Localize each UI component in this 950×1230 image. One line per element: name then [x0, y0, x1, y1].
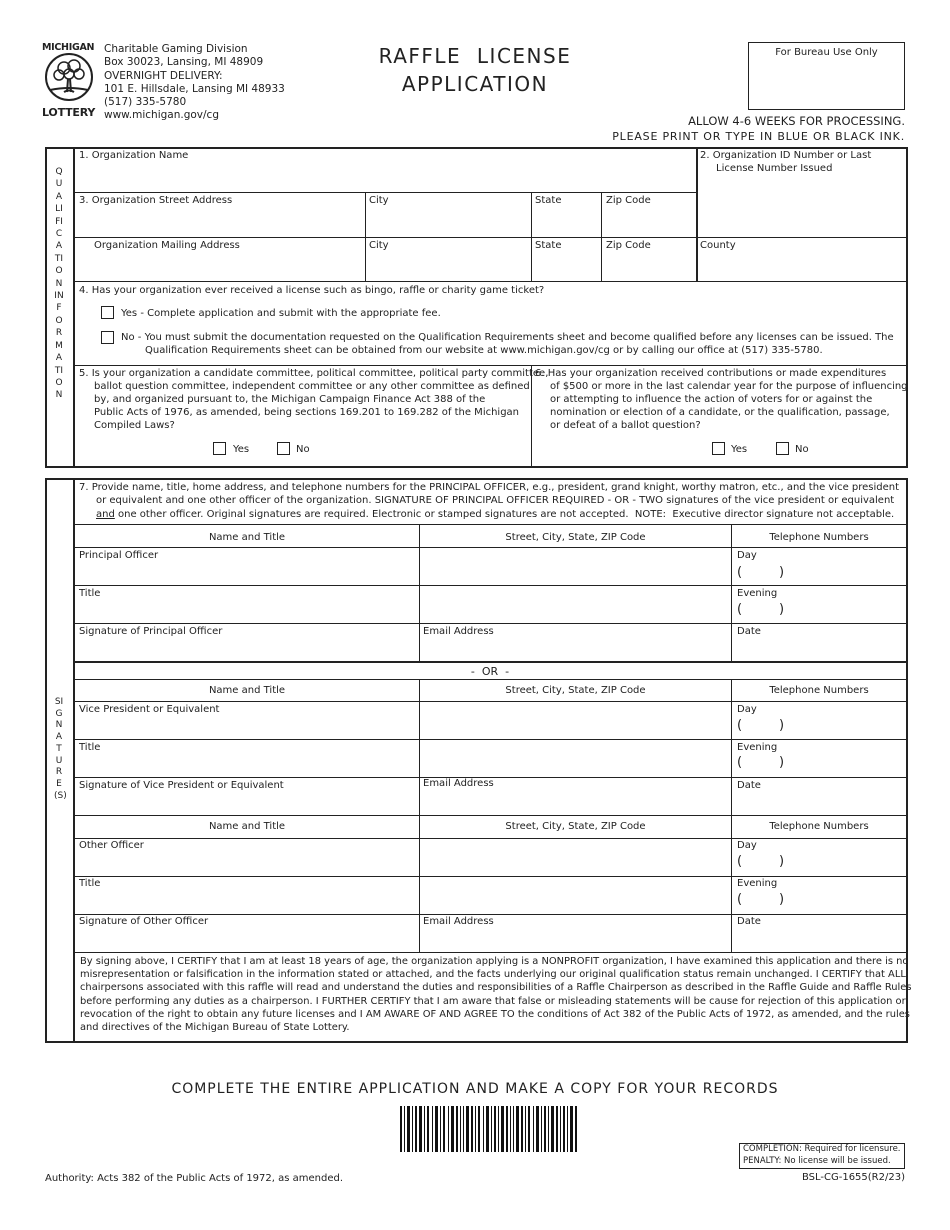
- principal-day-paren-close: ): [779, 565, 785, 580]
- col-line: [419, 524, 420, 661]
- question-5: [79, 367, 548, 432]
- q5-line: ballot question committee, independent committee or any other committee as defined: [94, 381, 530, 392]
- mailing-zip-field[interactable]: [603, 253, 694, 280]
- vice-day-label: Day: [737, 704, 757, 715]
- principal-officer-label: Principal Officer: [79, 550, 159, 561]
- q5-no-label: No: [296, 444, 310, 455]
- vice-email-field[interactable]: [421, 793, 730, 814]
- completion-box: [739, 1143, 905, 1169]
- org-name-label: 1. Organization Name: [79, 150, 189, 161]
- bureau-use-box: [748, 42, 905, 110]
- col-header-name: Name and Title: [208, 532, 286, 543]
- row-line: [75, 815, 906, 816]
- principal-signature-field[interactable]: [76, 639, 418, 660]
- certify-line: By signing above, I CERTIFY that I am at least 18 years of age, the organization applying is a NONPROFIT organization, I have examined this application and there is no: [80, 956, 909, 967]
- q5-yes-label: Yes: [233, 444, 250, 455]
- other-day-paren-open: (: [737, 854, 743, 869]
- county-field[interactable]: [698, 253, 904, 280]
- question-7: [79, 481, 899, 521]
- row-line: [75, 524, 906, 525]
- principal-officer-field[interactable]: [76, 563, 418, 584]
- question-6: [535, 367, 908, 432]
- q7-line: [79, 508, 899, 521]
- q6-line: or attempting to influence the action of voters for or against the: [550, 394, 873, 405]
- principal-address-field[interactable]: [421, 549, 730, 584]
- completion-note: COMPLETION: Required for licensure.: [743, 1144, 901, 1154]
- authority-note: Authority: Acts 382 of the Public Acts of 1972, as amended.: [45, 1173, 344, 1184]
- org-id-label-line1: 2. Organization ID Number or Last: [700, 150, 872, 161]
- bureau-use-label: For Bureau Use Only: [775, 47, 878, 58]
- vice-evening-phone-field[interactable]: [750, 756, 900, 776]
- q4-yes-checkbox[interactable]: [101, 306, 114, 319]
- col-line: [365, 192, 366, 281]
- state-field[interactable]: [533, 208, 599, 236]
- city-field[interactable]: [367, 208, 529, 236]
- title-line-1: RAFFLE LICENSE: [378, 44, 572, 68]
- form-number: BSL-CG-1655(R2/23): [801, 1172, 905, 1183]
- mailing-state-field[interactable]: [533, 253, 599, 280]
- certify-line: before performing any duties as a chairperson. I FURTHER CERTIFY that I am aware that false or misleading statements will be cause for rejection of this application or: [80, 995, 906, 1007]
- row-line: [75, 701, 906, 702]
- row-line: [75, 281, 906, 282]
- q6-yes-label: Yes: [731, 444, 748, 455]
- principal-email-field[interactable]: [421, 639, 730, 660]
- mailing-state-label: State: [535, 240, 562, 251]
- row-line: [75, 547, 906, 548]
- row-line: [75, 739, 906, 740]
- other-title-label: Title: [79, 878, 101, 889]
- vice-date-field[interactable]: [733, 793, 905, 814]
- q6-line: nomination or election of a candidate, or the qualification, passage,: [550, 407, 890, 418]
- mailing-city-field[interactable]: [367, 253, 529, 280]
- qualification-side-label: QUALIFICATION INFORMATION: [54, 167, 64, 401]
- col-header-address: Street, City, State, ZIP Code: [505, 532, 646, 543]
- logo-top-text: MICHIGAN: [42, 42, 95, 53]
- org-id-field[interactable]: [698, 178, 904, 236]
- mailing-address-field[interactable]: [75, 253, 363, 280]
- row-line: [75, 365, 906, 366]
- principal-evening-paren-open: (: [737, 602, 743, 617]
- division-name: Charitable Gaming Division: [104, 43, 248, 55]
- other-email-field[interactable]: [421, 929, 730, 951]
- penalty-note: PENALTY: No license will be issued.: [743, 1155, 891, 1166]
- principal-title-field[interactable]: [76, 601, 418, 622]
- street-address: 101 E. Hillsdale, Lansing MI 48933: [104, 82, 285, 95]
- q5-line: Compiled Laws?: [94, 420, 175, 431]
- vice-evening-label: Evening: [737, 742, 778, 753]
- certification-text: [80, 955, 912, 1034]
- mailing-zip-label: Zip Code: [606, 240, 651, 251]
- q4-no-text-line1: No - You must submit the documentation requested on the Qualification Requirements sheet and become qualified before any licenses can be issued. The: [121, 332, 894, 343]
- col-header-name: Name and Title: [208, 685, 286, 696]
- col-line: [531, 192, 532, 281]
- vice-signature-field[interactable]: [76, 793, 418, 814]
- q6-line: or defeat of a ballot question?: [550, 420, 701, 431]
- other-evening-paren-close: ): [779, 892, 785, 907]
- org-name-field[interactable]: [75, 162, 695, 191]
- barcode: [400, 1106, 578, 1152]
- q6-line: 6. Has your organization received contributions or made expenditures: [535, 368, 887, 379]
- street-address-field[interactable]: [75, 208, 363, 236]
- q6-line: of $500 or more in the last calendar year for the purpose of influencing: [550, 381, 908, 392]
- col-header-phone: Telephone Numbers: [769, 532, 869, 543]
- phone-number: (517) 335-5780: [104, 96, 187, 109]
- col-line: [419, 679, 420, 952]
- qual-side-divider: [73, 148, 75, 467]
- principal-evening-paren-close: ): [779, 602, 785, 617]
- row-line: [75, 679, 906, 680]
- org-id-label-line2: License Number Issued: [716, 163, 833, 174]
- logo-bottom-text: LOTTERY: [42, 106, 96, 119]
- row-line: [75, 952, 906, 953]
- other-signature-field[interactable]: [76, 929, 418, 951]
- other-title-field[interactable]: [76, 891, 418, 913]
- ink-notice: PLEASE PRINT OR TYPE IN BLUE OR BLACK INK.: [612, 130, 905, 143]
- other-date-label: Date: [737, 916, 761, 927]
- mailing-address-label: Organization Mailing Address: [94, 240, 240, 251]
- other-evening-paren-open: (: [737, 892, 743, 907]
- q4-yes-text: Yes - Complete application and submit with the appropriate fee.: [121, 308, 441, 319]
- row-line: [75, 585, 906, 586]
- certify-line: chairpersons associated with this raffle will read and understand the duties and responsibilities of a Raffle Chairperson as described in the Raffle Guide and Raffle Rules: [80, 982, 912, 994]
- other-evening-label: Evening: [737, 878, 778, 889]
- complete-instruction: COMPLETE THE ENTIRE APPLICATION AND MAKE A COPY FOR YOUR RECORDS: [171, 1081, 779, 1097]
- col-line: [731, 679, 732, 952]
- principal-day-phone-field[interactable]: [750, 564, 900, 584]
- q6-yes-checkbox[interactable]: [712, 442, 725, 455]
- vice-day-paren-close: ): [779, 718, 785, 733]
- other-evening-phone-field[interactable]: [750, 892, 900, 913]
- vice-day-phone-field[interactable]: [750, 718, 900, 738]
- q7-line: 7. Provide name, title, home address, and telephone numbers for the PRINCIPAL OFFICER, e.g., president, grand knight, worthy matron, etc., and the vice president: [79, 482, 900, 493]
- or-divider: - OR -: [470, 665, 510, 678]
- certify-line: and directives of the Michigan Bureau of State Lottery.: [80, 1022, 350, 1034]
- col-header-name: Name and Title: [208, 821, 286, 832]
- col-line: [731, 524, 732, 661]
- q4-no-checkbox[interactable]: [101, 331, 114, 344]
- other-address-field[interactable]: [421, 839, 730, 875]
- q4-no-text-line2: Qualification Requirements sheet can be obtained from our website at www.michigan.gov/cg or by calling our office at (517) 335-5780.: [145, 345, 823, 356]
- sig-side-divider: [73, 479, 75, 1042]
- col-line: [601, 192, 602, 281]
- street-address-label: 3. Organization Street Address: [79, 195, 233, 206]
- vice-date-label: Date: [737, 780, 761, 791]
- mailing-city-label: City: [369, 240, 389, 251]
- q5-line: 5. Is your organization a candidate committee, political committee, political party committee,: [79, 368, 549, 379]
- michigan-lottery-logo: [42, 42, 98, 120]
- principal-evening-phone-field[interactable]: [750, 602, 900, 622]
- vice-president-field[interactable]: [76, 717, 418, 738]
- row-line: [75, 661, 906, 663]
- certify-line: revocation of the right to obtain any future licenses and I AM AWARE OF AND AGREE TO the conditions of Act 382 of the Public Acts of 1972, as amended, and the rules: [80, 1008, 910, 1020]
- page-title: [330, 42, 620, 98]
- col-header-address: Street, City, State, ZIP Code: [505, 685, 646, 696]
- vice-president-label: Vice President or Equivalent: [79, 704, 220, 715]
- county-label: County: [700, 240, 736, 251]
- vice-day-paren-open: (: [737, 718, 743, 733]
- vice-title-field[interactable]: [76, 755, 418, 776]
- other-day-phone-field[interactable]: [750, 854, 900, 875]
- principal-day-paren-open: (: [737, 565, 743, 580]
- website: www.michigan.gov/cg: [104, 109, 219, 122]
- mailing-box: Box 30023, Lansing, MI 48909: [104, 56, 264, 69]
- row-line: [75, 623, 906, 624]
- overnight-label: OVERNIGHT DELIVERY:: [104, 69, 223, 82]
- row-line: [75, 237, 906, 238]
- vice-email-label: Email Address: [423, 778, 494, 789]
- state-label: State: [535, 195, 562, 206]
- q5-no-checkbox[interactable]: [277, 442, 290, 455]
- q7-line3-rest: one other officer. Original signatures are required. Electronic or stamped signatures are not accepted. NOTE: Executive director signature not acceptable.: [114, 508, 895, 520]
- zip-label: Zip Code: [606, 195, 651, 206]
- other-email-label: Email Address: [423, 916, 494, 927]
- q6-no-label: No: [795, 444, 809, 455]
- vice-title-label: Title: [79, 742, 101, 753]
- vice-evening-paren-open: (: [737, 755, 743, 770]
- title-line-2: APPLICATION: [401, 72, 549, 96]
- other-date-field[interactable]: [733, 929, 905, 951]
- signature-side-label: SIGNATURE(S): [54, 697, 67, 801]
- vice-evening-paren-close: ): [779, 755, 785, 770]
- tree-icon: [44, 52, 94, 104]
- processing-notice: ALLOW 4-6 WEEKS FOR PROCESSING.: [688, 114, 905, 128]
- vice-address-field[interactable]: [421, 703, 730, 738]
- other-officer-field[interactable]: [76, 853, 418, 875]
- principal-evening-label: Evening: [737, 588, 778, 599]
- principal-signature-label: Signature of Principal Officer: [79, 626, 223, 637]
- q7-line: or equivalent and one other officer of the organization. SIGNATURE OF PRINCIPAL OFFICER REQUIRED - OR - TWO signatures of the vice president or equivalent: [96, 495, 895, 507]
- col-header-phone: Telephone Numbers: [769, 685, 869, 696]
- principal-email-label: Email Address: [423, 626, 494, 637]
- principal-date-label: Date: [737, 626, 761, 637]
- principal-day-label: Day: [737, 550, 757, 561]
- city-label: City: [369, 195, 389, 206]
- principal-title-label: Title: [79, 588, 101, 599]
- row-line: [75, 192, 697, 193]
- zip-field[interactable]: [603, 208, 694, 236]
- other-signature-label: Signature of Other Officer: [79, 916, 209, 927]
- division-address: [104, 43, 285, 123]
- q5-line: by, and organized pursuant to, the Michigan Campaign Finance Act 388 of the: [94, 394, 486, 405]
- col-header-phone: Telephone Numbers: [769, 821, 869, 832]
- certify-line: misrepresentation or falsification in the information stated or attached, and the facts underlying our original qualification status remain unchanged. I CERTIFY that ALL: [80, 969, 906, 981]
- other-officer-label: Other Officer: [79, 840, 144, 851]
- org-id-label: [700, 149, 871, 175]
- q6-no-checkbox[interactable]: [776, 442, 789, 455]
- other-day-label: Day: [737, 840, 757, 851]
- vice-signature-label: Signature of Vice President or Equivalent: [79, 780, 284, 791]
- q5-yes-checkbox[interactable]: [213, 442, 226, 455]
- principal-date-field[interactable]: [733, 639, 905, 660]
- q7-and: and: [96, 508, 115, 520]
- question-4: 4. Has your organization ever received a license such as bingo, raffle or charity game ticket?: [79, 285, 545, 296]
- other-day-paren-close: ): [779, 854, 785, 869]
- col-header-address: Street, City, State, ZIP Code: [505, 821, 646, 832]
- row-line: [75, 876, 906, 877]
- q5-line: Public Acts of 1976, as amended, being sections 169.201 to 169.282 of the Michigan: [94, 407, 520, 418]
